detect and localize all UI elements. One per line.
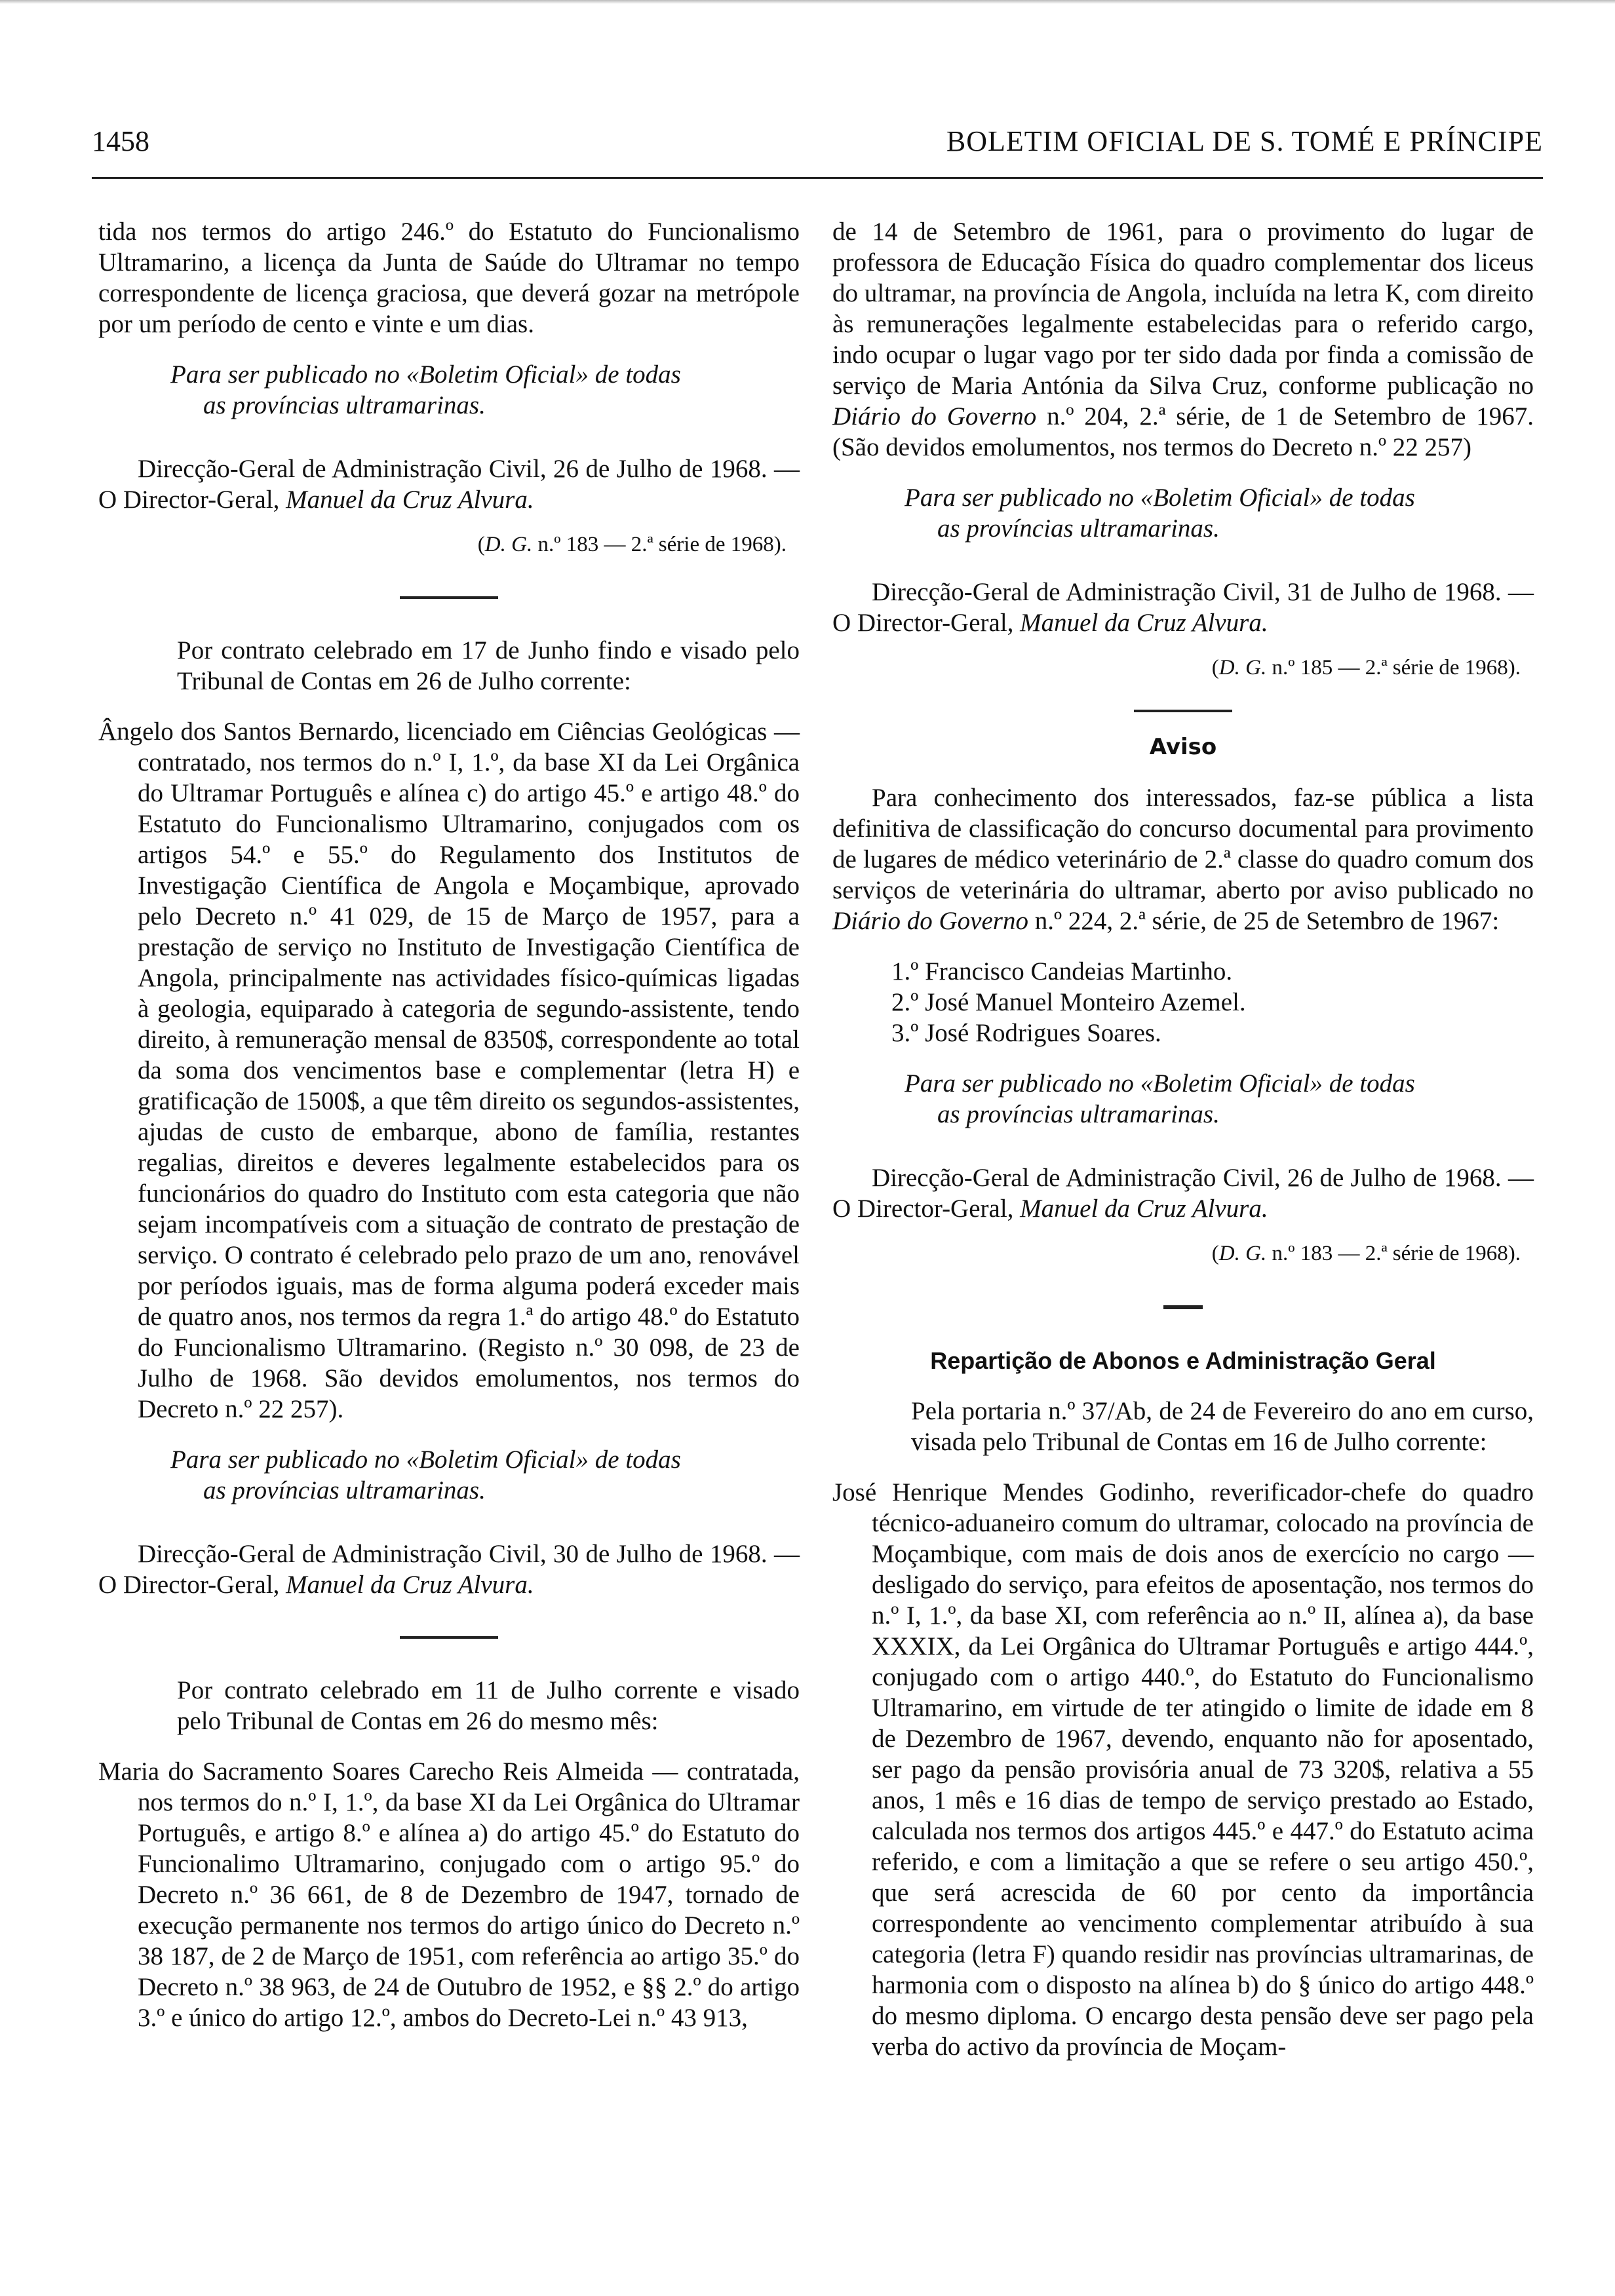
publication-note-line: Para ser publicado no «Boletim Oficial» de todas — [170, 360, 681, 389]
signature-text: Direcção-Geral de Administração Civil, 31 de Julho de 1968. — O Director-Geral, — [832, 578, 1534, 637]
department-heading: Repartição de Abonos e Administração Geral — [930, 1347, 1436, 1374]
continuation-paragraph: tida nos termos do artigo 246.º do Estatuto do Funcionalismo Ultramarino, a licença da Junta de Saúde do Ultramar no tempo correspondente de licença graciosa, que deverá gozar na metrópole por um período de cento e vinte e um dias. — [98, 218, 800, 338]
paragraph-text: n.º 224, 2.ª série, de 25 de Setembro de 1967: — [1034, 907, 1500, 935]
ornament-separator — [1163, 1305, 1203, 1309]
page-header — [92, 124, 1543, 164]
publication-note-line: Para ser publicado no «Boletim Oficial» de todas — [170, 1445, 681, 1474]
signature-block — [98, 453, 800, 515]
signatory-name: Manuel da Cruz Alvura. — [286, 486, 534, 514]
section-separator — [400, 1636, 498, 1639]
publication-note — [98, 1444, 800, 1506]
gazette-abbrev: D. G. — [1218, 656, 1267, 679]
gazette-reference: (D. G. n.º 183 — 2.ª série de 1968). — [477, 533, 787, 556]
paragraph-text: de 14 de Setembro de 1961, para o provimento do lugar de professora de Educação Física do quadro complementar dos liceus do ultramar, na província de Angola, incluída na letra K, com direito às remunerações legalmente estabelecidas para o referido cargo, indo ocupar o lugar vago por ter sido dada por finda a comissão de serviço de Maria Antónia da Silva Cruz, conforme publicação no — [832, 218, 1534, 400]
gazette-ref-text: n.º 183 — 2.ª série de 1968). — [537, 533, 787, 556]
gazette-reference: (D. G. n.º 185 — 2.ª série de 1968). — [1211, 656, 1521, 679]
signatory-name: Manuel da Cruz Alvura. — [286, 1571, 534, 1599]
publication-title: Diário do Governo — [832, 907, 1028, 935]
publication-note-line: as províncias ultramarinas. — [937, 1100, 1220, 1128]
publication-note — [832, 1068, 1534, 1130]
signature-text: Direcção-Geral de Administração Civil, 26 de Julho de 1968. — O Director-Geral, — [98, 455, 800, 514]
right-column — [832, 216, 1534, 2062]
publication-title: Diário do Governo — [832, 402, 1037, 430]
portaria-body: José Henrique Mendes Godinho, reverificador-chefe do quadro técnico-aduaneiro comum do ultramar, colocado na província de Moçambique, com mais de dois anos de exercício no cargo — desligado do serviço, para efeitos de aposentação, nos termos do n.º I, 1.º, da base XI, com referência ao n.º II, alínea a), da base XXXIX, da Lei Orgânica do Ultramar Português e artigo 444.º, conjugado com o artigo 440.º, do Estatuto do Funcionalismo Ultramarino, em virtude de ter atingido o limite de idade em 8 de Dezembro de 1967, devendo, enquanto não for aposentado, ser pago da pensão provisória anual de 73 320$, relativa a 55 anos, 1 mês e 16 dias de tempo de serviço prestado ao Estado, calculada nos termos dos artigos 445.º e 447.º do Estatuto acima referido, e com a limitação a que se refere o seu artigo 450.º, que será acrescida de 60 por cento da importância correspondente ao vencimento complementar atribuído à sua categoria (letra F) quando residir nas províncias ultramarinas, de harmonia com o disposto na alínea b) do § único do artigo 448.º do mesmo diploma. O encargo desta pensão deve ser pago pela verba do activo da província de Moçam- — [832, 1478, 1534, 2061]
publication-note-line: Para ser publicado no «Boletim Oficial» de todas — [905, 1069, 1415, 1098]
publication-note-line: Para ser publicado no «Boletim Oficial» de todas — [905, 484, 1415, 512]
ranking-item: 1.º Francisco Candeias Martinho. — [891, 957, 1233, 985]
running-title: BOLETIM OFICIAL DE S. TOMÉ E PRÍNCIPE — [946, 125, 1543, 157]
ranking-list — [832, 956, 1534, 1048]
signatory-name: Manuel da Cruz Alvura. — [1020, 609, 1268, 637]
top-edge — [0, 0, 1615, 4]
ranking-item: 3.º José Rodrigues Soares. — [891, 1019, 1161, 1047]
portaria-intro: Pela portaria n.º 37/Ab, de 24 de Fevereiro do ano em curso, visada pelo Tribunal de Contas em 16 de Julho corrente: — [911, 1397, 1534, 1456]
aviso-paragraph — [832, 782, 1534, 936]
section-separator — [1134, 710, 1232, 712]
publication-note — [832, 482, 1534, 544]
gazette-reference: (D. G. n.º 183 — 2.ª série de 1968). — [1211, 1242, 1521, 1265]
gazette-abbrev: D. G. — [1218, 1242, 1267, 1265]
contract-body: Maria do Sacramento Soares Carecho Reis Almeida — contratada, nos termos do n.º I, 1.º, da base XI da Lei Orgânica do Ultramar Português, e artigo 8.º e alínea a) do artigo 45.º do Estatuto do Funcionalimo Ultramarino, conjugado com o artigo 95.º do Decreto n.º 36 661, de 8 de Dezembro de 1947, tornado de execução permanente nos termos do artigo único do Decreto n.º 38 187, de 2 de Março de 1951, com referência ao artigo 35.º do Decreto n.º 38 963, de 24 de Outubro de 1952, e §§ 2.º do artigo 3.º e único do artigo 12.º, ambos do Decreto-Lei n.º 43 913, — [98, 1757, 800, 2032]
section-separator — [400, 596, 498, 599]
contract-body: Ângelo dos Santos Bernardo, licenciado em Ciências Geológicas — contratado, nos termos do n.º I, 1.º, da base XI da Lei Orgânica do Ultramar Português e alínea c) do artigo 45.º e artigo 48.º do Estatuto do Funcionalismo Ultramarino, conjugados com os artigos 54.º e 55.º do Regulamento dos Institutos de Investigação Científica de Angola e Moçambique, aprovado pelo Decreto n.º 41 029, de 15 de Março de 1957, para a prestação de serviço no Instituto de Investigação Científica de Angola, principalmente nas actividades físico-químicas ligadas à geologia, equiparado à categoria de segundo-assistente, tendo direito, à remuneração mensal de 8350$, correspondente ao total da soma dos vencimentos base e complementar (letra H) e gratificação de 1500$, a que têm direito os segundos-assistentes, ajudas de custo de embarque, abono de família, restantes regalias, direitos e deveres legalmente estabelecidos para os funcionários do quadro do Instituto com esta categoria que não sejam incompatíveis com a situação de contrato de prestação de serviço. O contrato é celebrado pelo prazo de um ano, renovável por períodos iguais, mas de forma alguma poderá exceder mais de quatro anos, nos termos da regra 1.ª do artigo 48.º do Estatuto do Funcionalismo Ultramarino. (Registo n.º 30 098, de 23 de Julho de 1968. São devidos emolumentos, nos termos do Decreto n.º 22 257). — [98, 718, 800, 1423]
gazette-ref-text: n.º 183 — 2.ª série de 1968). — [1272, 1242, 1521, 1265]
contract-intro: Por contrato celebrado em 11 de Julho corrente e visado pelo Tribunal de Contas em 26 do mesmo mês: — [177, 1676, 800, 1735]
signature-block — [832, 1162, 1534, 1224]
signature-block — [832, 577, 1534, 638]
publication-note-line: as províncias ultramarinas. — [203, 1476, 486, 1504]
signature-text: Direcção-Geral de Administração Civil, 26 de Julho de 1968. — O Director-Geral, — [832, 1164, 1534, 1223]
header-rule — [92, 177, 1543, 179]
publication-note-line: as províncias ultramarinas. — [937, 514, 1220, 543]
publication-note-line: as províncias ultramarinas. — [203, 391, 486, 419]
gazette-abbrev: D. G. — [484, 533, 533, 556]
aviso-heading: Aviso — [1149, 734, 1217, 760]
paragraph-text: n.º 204, 2.ª série, de 1 de Setembro de 1967. (São devidos emolumentos, nos termos do Decreto n.º 22 257) — [832, 402, 1534, 461]
gazette-ref-text: n.º 185 — 2.ª série de 1968). — [1272, 656, 1521, 679]
continuation-paragraph — [832, 216, 1534, 463]
publication-note — [98, 359, 800, 421]
left-column — [98, 216, 800, 2033]
signatory-name: Manuel da Cruz Alvura. — [1020, 1195, 1268, 1223]
contract-intro: Por contrato celebrado em 17 de Junho findo e visado pelo Tribunal de Contas em 26 de Julho corrente: — [177, 636, 800, 695]
signature-block — [98, 1539, 800, 1600]
ranking-item: 2.º José Manuel Monteiro Azemel. — [891, 988, 1246, 1016]
page-number: 1458 — [92, 125, 149, 157]
paragraph-text: Para conhecimento dos interessados, faz-se pública a lista definitiva de classificação do concurso documental para provimento de lugares de médico veterinário de 2.ª classe do quadro comum dos serviços de veterinária do ultramar, aberto por aviso publicado no — [832, 784, 1534, 904]
signature-text: Direcção-Geral de Administração Civil, 30 de Julho de 1968. — O Director-Geral, — [98, 1540, 800, 1599]
